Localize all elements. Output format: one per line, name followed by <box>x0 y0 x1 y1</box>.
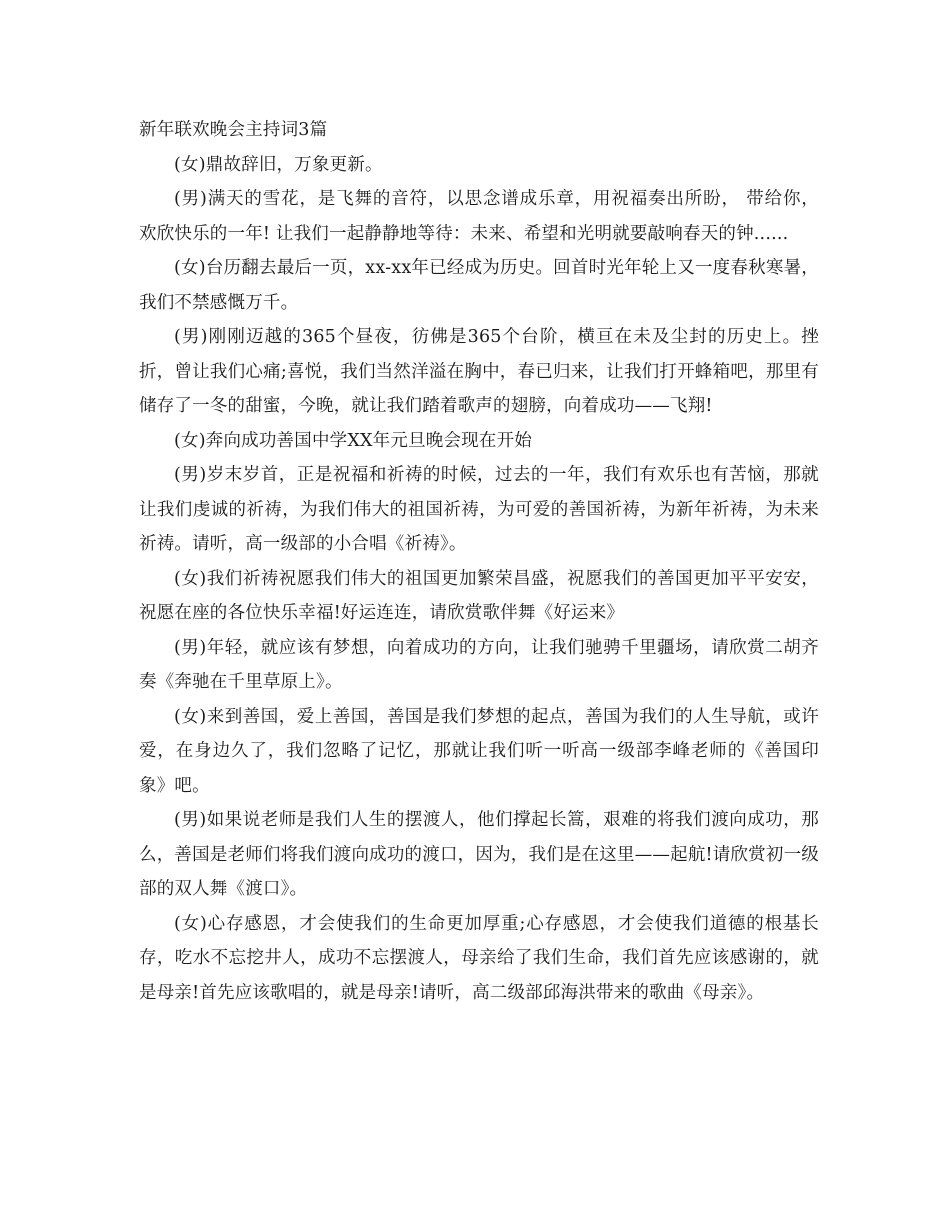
paragraph: (女)奔向成功善国中学XX年元旦晚会现在开始 <box>174 430 532 451</box>
document-body <box>139 113 819 1010</box>
paragraph: (女)来到善国，爱上善国，善国是我们梦想的起点，善国为我们的人生导航，或许爱，在身边久了，我们忽略了记忆，那就让我们听一听高一级部李峰老师的《善国印象》吧。 <box>139 706 819 796</box>
paragraph: (男)岁末岁首，正是祝福和祈祷的时候，过去的一年，我们有欢乐也有苦恼，那就让我们虔诚的祈祷，为我们伟大的祖国祈祷，为可爱的善国祈祷，为新年祈祷，为未来祈祷。请听，高一级部的小合唱《祈祷》。 <box>139 465 819 554</box>
paragraph: (女)鼎故辞旧，万象更新。 <box>174 154 383 175</box>
paragraph: (男)年轻，就应该有梦想，向着成功的方向，让我们驰骋千里疆场，请欣赏二胡齐奏《奔驰在千里草原上》。 <box>139 637 819 692</box>
document-title: 新年联欢晚会主持词3篇 <box>139 120 328 140</box>
paragraph: (女)我们祈祷祝愿我们伟大的祖国更加繁荣昌盛，祝愿我们的善国更加平平安安，祝愿在座的各位快乐幸福!好运连连，请欣赏歌伴舞《好运来》 <box>139 568 819 623</box>
paragraph: (男)刚刚迈越的365个昼夜，彷佛是365个台阶，横亘在未及尘封的历史上。挫折，曾让我们心痛;喜悦，我们当然洋溢在胸中，春已归来，让我们打开蜂箱吧，那里有储存了一冬的甜蜜，今晚，就让我们踏着歌声的翅膀，向着成功——飞翔! <box>139 327 819 416</box>
paragraph: (女)台历翻去最后一页，xx-xx年已经成为历史。回首时光年轮上又一度春秋寒暑，我们不禁感慨万千。 <box>139 258 819 313</box>
paragraph: (女)心存感恩，才会使我们的生命更加厚重;心存感恩，才会使我们道德的根基长存，吃水不忘挖井人，成功不忘摆渡人，母亲给了我们生命，我们首先应该感谢的，就是母亲!首先应该歌唱的，就是母亲!请听，高二级部邱海洪带来的歌曲《母亲》。 <box>139 913 819 1003</box>
paragraph: (男)如果说老师是我们人生的摆渡人，他们撑起长篙，艰难的将我们渡向成功，那么，善国是老师们将我们渡向成功的渡口，因为，我们是在这里——起航!请欣赏初一级部的双人舞《渡口》。 <box>139 810 819 899</box>
paragraph: (男)满天的雪花，是飞舞的音符，以思念谱成乐章，用祝福奏出所盼， 带给你， 欢欣快乐的一年! 让我们一起静静地等待：未来、希望和光明就要敲响春天的钟...... <box>139 189 819 244</box>
